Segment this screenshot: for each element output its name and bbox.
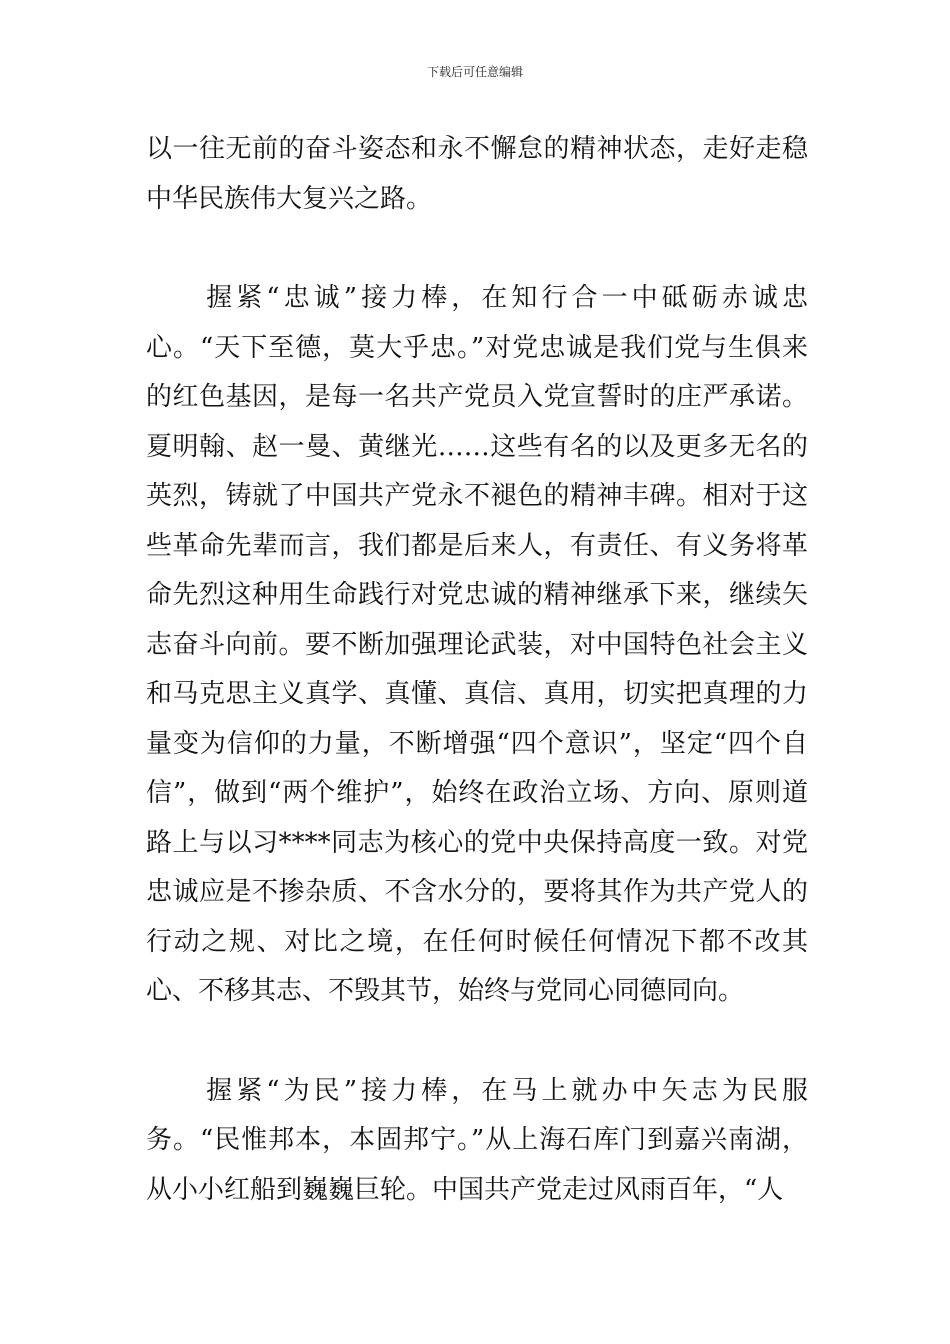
- page-header-note: 下载后可任意编辑: [426, 65, 523, 79]
- document-body: [146, 125, 808, 1215]
- paragraph-spacer: [146, 1017, 808, 1067]
- paragraph-loyalty: 握紧“忠诚”接力棒，在知行合一中砥砺赤诚忠心。“天下至德，莫大乎忠。”对党忠诚是我们党与生俱来的红色基因，是每一名共产党员入党宣誓时的庄严承诺。夏明翰、赵一曼、黄继光……这些有名的以及更多无名的英烈，铸就了中国共产党永不褪色的精神丰碑。相对于这些革命先辈而言，我们都是后来人，有责任、有义务将革命先烈这种用生命践行对党忠诚的精神继承下来，继续矢志奋斗向前。要不断加强理论武装，对中国特色社会主义和马克思主义真学、真懂、真信、真用，切实把真理的力量变为信仰的力量，不断增强“四个意识”，坚定“四个自信”，做到“两个维护”，始终在政治立场、方向、原则道路上与以习****同志为核心的党中央保持高度一致。对党忠诚应是不掺杂质、不含水分的，要将其作为共产党人的行动之规、对比之境，在任何时候任何情况下都不改其心、不移其志、不毁其节，始终与党同心同德同向。: [146, 283, 808, 1006]
- paragraph-continuation: 以一往无前的奋斗姿态和永不懈怠的精神状态，走好走稳中华民族伟大复兴之路。: [146, 134, 808, 214]
- paragraph-serve-people: 握紧“为民”接力棒，在马上就办中矢志为民服务。“民惟邦本，本固邦宁。”从上海石库门到嘉兴南湖，从小小红船到巍巍巨轮。中国共产党走过风雨百年，“人: [146, 1075, 808, 1205]
- paragraph-spacer: [146, 224, 808, 274]
